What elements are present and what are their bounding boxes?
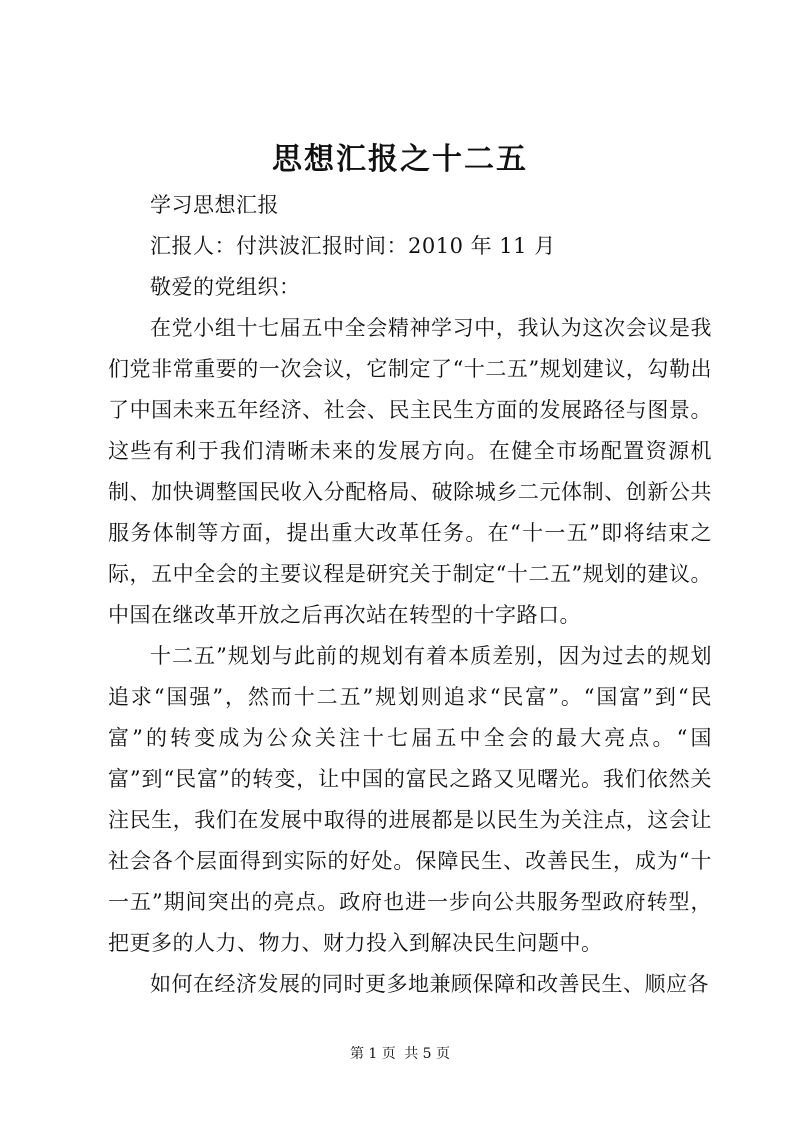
paragraph-body-1: 在党小组十七届五中全会精神学习中，我认为这次会议是我们党非常重要的一次会议，它制定了“十二五”规划建议，勾勒出了中国未来五年经济、社会、民主民生方面的发展路径与图景。这些有利于我们清晰未来的发展方向。在健全市场配置资源机制、加快调整国民收入分配格局、破除城乡二元体制、创新公共服务体制等方面，提出重大改革任务。在“十一五”即将结束之际，五中全会的主要议程是研究关于制定“十二五”规划的建议。中国在继改革开放之后再次站在转型的十字路口。 (108, 316, 712, 627)
page-footer (0, 1044, 800, 1064)
page-number: 第 1 页 (349, 1046, 396, 1062)
paragraph-salutation: 敬爱的党组织： (150, 275, 301, 299)
paragraph-body-3: 如何在经济发展的同时更多地兼顾保障和改善民生、顺应各 (150, 972, 709, 996)
paragraph-reporter-info: 汇报人：付洪波汇报时间：2010 年 11 月 (150, 234, 556, 258)
paragraph-subtitle: 学习思想汇报 (150, 193, 279, 217)
document-body (108, 185, 712, 1005)
document-title: 思想汇报之十二五 (272, 142, 528, 177)
page-total: 共 5 页 (404, 1046, 451, 1062)
paragraph-body-2: 十二五”规划与此前的规划有着本质差别，因为过去的规划追求“国强”，然而十二五”规划则追求“民富”。“国富”到“民富”的转变成为公众关注十七届五中全会的最大亮点。“国富”到“民富”的转变，让中国的富民之路又见曙光。我们依然关注民生，我们在发展中取得的进展都是以民生为关注点，这会让社会各个层面得到实际的好处。保障民生、改善民生，成为“十一五”期间突出的亮点。政府也进一步向公共服务型政府转型，把更多的人力、物力、财力投入到解决民生问题中。 (108, 644, 712, 955)
